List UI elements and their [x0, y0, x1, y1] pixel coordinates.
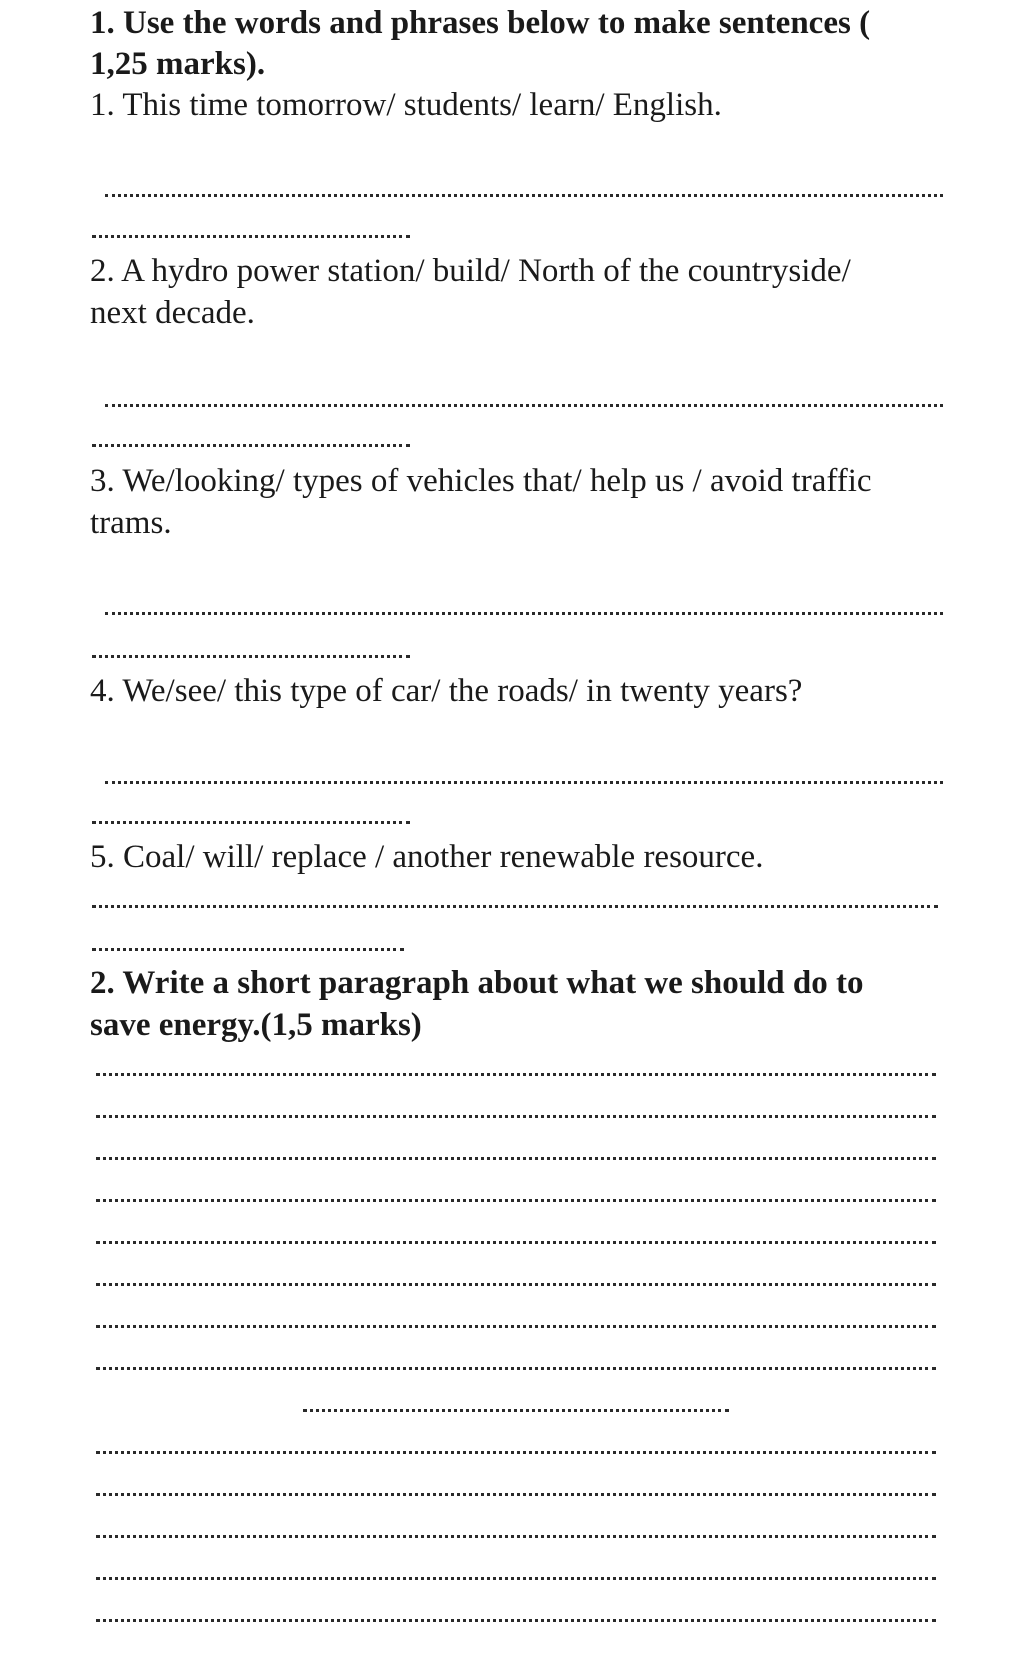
paragraph-line-10[interactable] [96, 1451, 936, 1454]
item-1-answer-line-1[interactable] [105, 194, 943, 197]
paragraph-line-12[interactable] [96, 1535, 936, 1538]
item-3-answer-line-2[interactable] [92, 655, 410, 658]
item-2-prompt-line1: 2. A hydro power station/ build/ North of the countryside/ [90, 253, 851, 289]
item-3-prompt-line1: 3. We/looking/ types of vehicles that/ help us / avoid traffic [90, 463, 872, 499]
paragraph-line-7[interactable] [96, 1325, 936, 1328]
paragraph-line-2[interactable] [96, 1115, 936, 1118]
item-1-answer-line-2[interactable] [92, 235, 410, 238]
paragraph-line-8[interactable] [96, 1367, 936, 1370]
item-5-answer-line-2[interactable] [92, 948, 404, 951]
paragraph-line-1[interactable] [96, 1073, 936, 1076]
item-5-prompt: 5. Coal/ will/ replace / another renewable resource. [90, 839, 764, 875]
item-1-prompt: 1. This time tomorrow/ students/ learn/ English. [90, 87, 722, 123]
paragraph-line-11[interactable] [96, 1493, 936, 1496]
paragraph-line-6[interactable] [96, 1283, 936, 1286]
paragraph-line-5[interactable] [96, 1241, 936, 1244]
item-3-prompt-line2: trams. [90, 505, 172, 541]
item-5-answer-line-1[interactable] [92, 905, 938, 908]
item-2-prompt-line2: next decade. [90, 295, 255, 331]
paragraph-line-13[interactable] [96, 1577, 936, 1580]
section2-heading-line2: save energy.(1,5 marks) [90, 1007, 422, 1043]
paragraph-line-9[interactable] [303, 1409, 729, 1412]
section1-heading-line1: 1. Use the words and phrases below to make sentences ( [90, 5, 871, 41]
item-3-answer-line-1[interactable] [105, 612, 943, 615]
item-4-prompt: 4. We/see/ this type of car/ the roads/ in twenty years? [90, 673, 803, 709]
section1-heading-line2: 1,25 marks). [90, 46, 266, 82]
paragraph-line-3[interactable] [96, 1157, 936, 1160]
item-4-answer-line-2[interactable] [92, 821, 410, 824]
paragraph-line-14[interactable] [96, 1619, 936, 1622]
paragraph-line-4[interactable] [96, 1199, 936, 1202]
item-2-answer-line-1[interactable] [105, 404, 943, 407]
item-4-answer-line-1[interactable] [105, 781, 943, 784]
section2-heading-line1: 2. Write a short paragraph about what we should do to [90, 965, 864, 1001]
item-2-answer-line-2[interactable] [92, 444, 410, 447]
